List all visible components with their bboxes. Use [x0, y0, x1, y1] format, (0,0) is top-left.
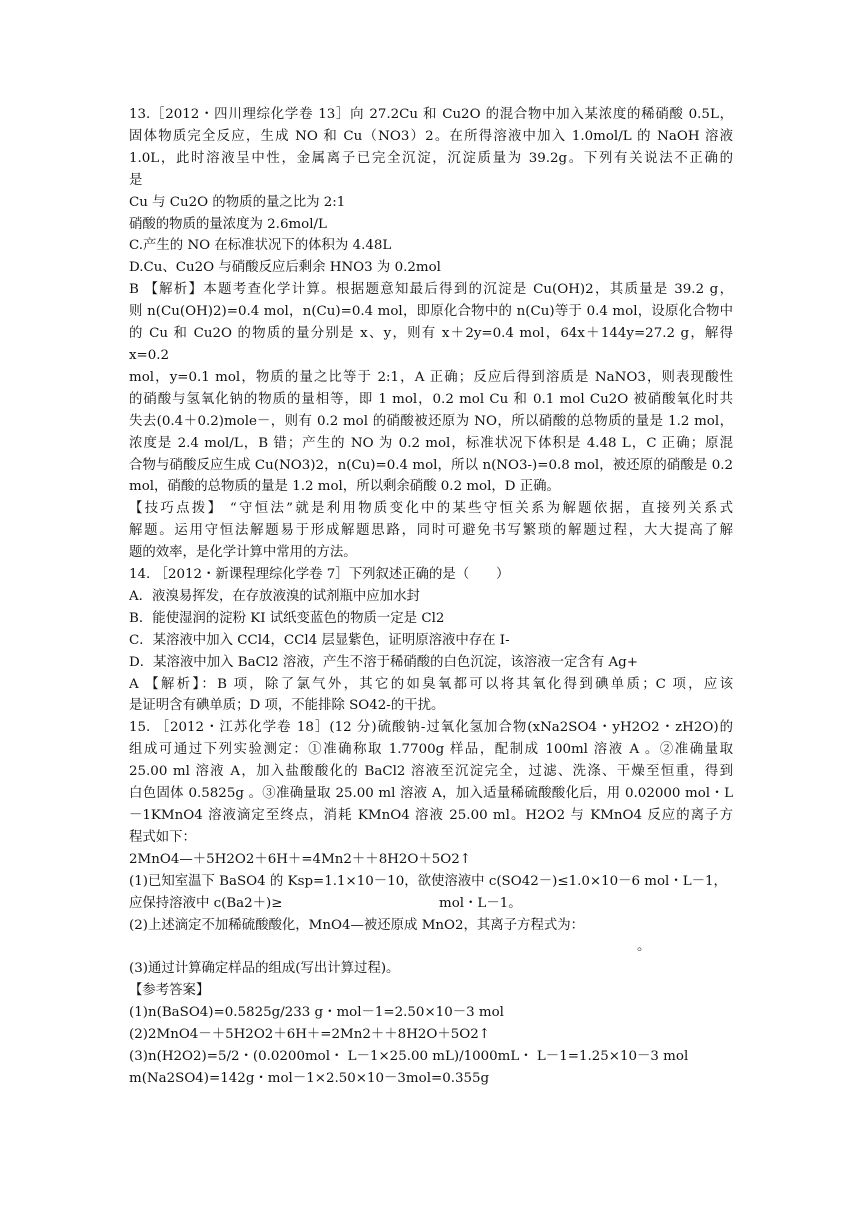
q15-stem-line: 白色固体 0.5825g 。③准确量取 25.00 ml 溶液 A，加入适量稀硫酸酸化后，用 0.02000 mol・L: [129, 786, 733, 802]
q15-part1-line: (1)已知室温下 BaSO4 的 Ksp=1.1×10－10，欲使溶液中 c(SO42－)≤1.0×10－6 mol・L－1，: [129, 873, 727, 889]
q14-option: B．能使湿润的淀粉 KI 试纸变蓝色的物质一定是 Cl2: [129, 610, 445, 626]
q15-part3: (3)通过计算确定样品的组成(写出计算过程)。: [129, 961, 400, 977]
q14-option: C．某溶液中加入 CCl4，CCl4 层显紫色，证明原溶液中存在 I-: [129, 632, 510, 648]
q15-part1-blank-line: [129, 893, 733, 915]
q15-stem-line: －1KMnO4 溶液滴定至终点，消耗 KMnO4 溶液 25.00 ml。H2O2 与 KMnO4 反应的离子方: [129, 808, 733, 823]
q15-part2-end: 。: [637, 939, 651, 955]
q15-part1-right: mol・L－1。: [439, 895, 522, 911]
q15-stem-line: 25.00 ml 溶液 A，加入盐酸酸化的 BaCl2 溶液至沉淀完全，过滤、洗涤、干燥至恒重，得到: [129, 764, 733, 780]
q14-option: A．液溴易挥发，在存放液溴的试剂瓶中应加水封: [129, 588, 420, 604]
q13-tip-line: 【技巧点拨】 “守恒法”就是利用物质变化中的某些守恒关系为解题依据，直接列关系式: [129, 501, 733, 517]
q15-part1-left: 应保持溶液中 c(Ba2＋)≥: [129, 895, 283, 911]
q13-stem-line: 13.［2012・四川理综化学卷 13］向 27.2Cu 和 Cu2O 的混合物中加入某浓度的稀硝酸 0.5L，: [129, 107, 733, 122]
q15-stem-line: 15. ［2012・江苏化学卷 18］(12 分)硫酸钠-过氧化氢加合物(xNa2SO4・yH2O2・zH2O)的: [129, 720, 733, 736]
q14-analysis-line: A 【解析】：B 项，除了氯气外，其它的如臭氧都可以将其氧化得到碘单质；C 项，应该: [129, 676, 733, 692]
document-page: [129, 104, 733, 1090]
q15-stem-line: 程式如下：: [129, 829, 196, 845]
q14-analysis-line: 是证明含有碘单质；D 项，不能排除 SO42-的干扰。: [129, 698, 445, 714]
answer-title: 【参考答案】: [129, 983, 210, 999]
q13-option: Cu 与 Cu2O 的物质的量之比为 2:1: [129, 194, 346, 210]
answer-line: (1)n(BaSO4)=0.5825g/233 g・mol－1=2.50×10－3 mol: [129, 1005, 504, 1021]
q13-analysis-line: mol，硝酸的总物质的量是 1.2 mol，所以剩余硝酸 0.2 mol，D 正确。: [129, 479, 560, 495]
q13-analysis-line: 的 Cu 和 Cu2O 的物质的量分别是 x、y，则有 x＋2y=0.4 mol，64x＋144y=27.2 g，解得 x=0.2: [129, 326, 733, 363]
q13-option: 硝酸的物质的量浓度为 2.6mol/L: [129, 216, 327, 232]
q13-tip-line: 题的效率，是化学计算中常用的方法。: [129, 545, 357, 561]
q15-equation: 2MnO4—＋5H2O2＋6H＋=4Mn2＋＋8H2O＋5O2↑: [129, 851, 472, 867]
q15-part2: (2)上述滴定不加稀硫酸酸化，MnO4—被还原成 MnO2，其离子方程式为：: [129, 917, 585, 933]
answer-line: (2)2MnO4－＋5H2O2＋6H＋=2Mn2＋＋8H2O＋5O2↑: [129, 1027, 490, 1043]
q13-analysis-line: 合物与硝酸反应生成 Cu(NO3)2，n(Cu)=0.4 mol，所以 n(NO3-)=0.8 mol，被还原的硝酸是 0.2: [129, 457, 733, 473]
q13-analysis-line: B 【解析】本题考查化学计算。根据题意知最后得到的沉淀是 Cu(OH)2，其质量是 39.2 g，: [129, 282, 733, 298]
answer-line: (3)n(H2O2)=5/2・(0.0200mol・ L－1×25.00 mL)/1000mL・ L－1=1.25×10－3 mol: [129, 1048, 689, 1064]
q14-stem: 14. ［2012・新课程理综化学卷 7］下列叙述正确的是（ ）: [129, 567, 510, 583]
q13-analysis-line: mol，y=0.1 mol，物质的量之比等于 2:1，A 正确；反应后得到溶质是 NaNO3，则表现酸性: [129, 369, 733, 385]
q13-analysis-line: 失去(0.4＋0.2)mole－，则有 0.2 mol 的硝酸被还原为 NO，所以硝酸的总物质的量是 1.2 mol，: [129, 413, 733, 429]
q13-stem-line: 是: [129, 172, 143, 188]
q15-part2-blank-line: [129, 936, 733, 958]
q13-analysis-line: 则 n(Cu(OH)2)=0.4 mol，n(Cu)=0.4 mol，即原化合物中的 n(Cu)等于 0.4 mol，设原化合物中: [129, 304, 733, 320]
q13-stem-line: 1.0L，此时溶液呈中性，金属离子已完全沉淀，沉淀质量为 39.2g。下列有关说法不正确的: [129, 150, 733, 166]
q13-analysis-line: 的硝酸与氢氧化钠的物质的量相等，即 1 mol，0.2 mol Cu 和 0.1 mol Cu2O 被硝酸氧化时共: [129, 391, 733, 407]
q13-analysis-line: 浓度是 2.4 mol/L，B 错；产生的 NO 为 0.2 mol，标准状况下体积是 4.48 L，C 正确；原混: [129, 435, 733, 451]
q15-stem-line: 组成可通过下列实验测定：①准确称取 1.7700g 样品，配制成 100ml 溶液 A 。②准确量取: [129, 742, 733, 758]
q14-option: D．某溶液中加入 BaCl2 溶液，产生不溶于稀硝酸的白色沉淀，该溶液一定含有 Ag+: [129, 654, 638, 670]
answer-line: m(Na2SO4)=142g・mol－1×2.50×10－3mol=0.355g: [129, 1070, 490, 1086]
q13-option: C.产生的 NO 在标准状况下的体积为 4.48L: [129, 238, 392, 254]
q13-option: D.Cu、Cu2O 与硝酸反应后剩余 HNO3 为 0.2mol: [129, 260, 441, 276]
q13-stem-line: 固体物质完全反应，生成 NO 和 Cu（NO3）2。在所得溶液中加入 1.0mol/L 的 NaOH 溶液: [129, 128, 733, 144]
q13-tip-line: 解题。运用守恒法解题易于形成解题思路，同时可避免书写繁琐的解题过程，大大提高了解: [129, 523, 733, 539]
